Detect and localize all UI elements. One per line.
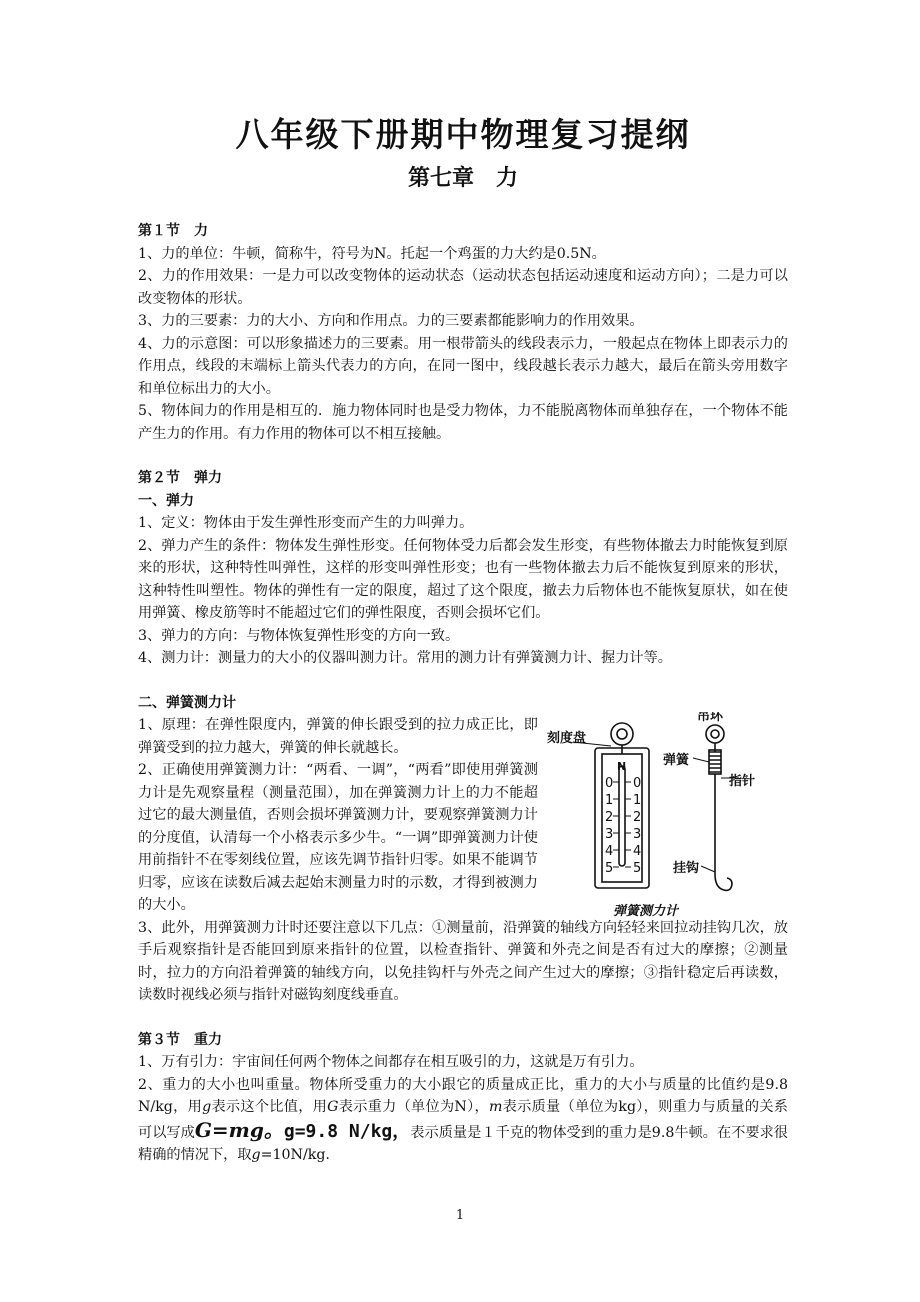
label-dial: 刻度盘 xyxy=(547,730,587,746)
sec2-item-1: 1、定义：物体由于发生弹性形变而产生的力叫弹力。 xyxy=(138,515,474,531)
svg-text:5: 5 xyxy=(633,860,642,876)
sec3-item-1: 1、万有引力：宇宙间任何两个物体之间都存在相互吸引的力，这就是万有引力。 xyxy=(138,1054,644,1070)
label-ring: 吊环 xyxy=(697,711,724,724)
document-title: 八年级下册期中物理复习提纲 xyxy=(235,115,691,154)
svg-text:0: 0 xyxy=(633,775,642,791)
sec2-item-2: 2、弹力产生的条件：物体发生弹性形变。任何物体受力后都会发生形变，有些物体撤去力时能恢复到原来的形状，这种特性叫弹性，这样的形变叫弹性形变；也有一些物体撤去力后不能恢复到原来的形状，这种特性叫塑性。物体的弹性有一定的限度，超过了这个限度，撤去力后物体也不能恢复原状，如在使用弹簧、橡皮筋等时不能超过它们的弹性限度，否则会损坏它们。 xyxy=(138,537,788,621)
sec2-item-3: 3、弹力的方向：与物体恢复弹性形变的方向一致。 xyxy=(138,627,460,644)
section-2-heading: 第２节 弹力 xyxy=(138,470,222,486)
subsection-elastic-force: 一、弹力 xyxy=(138,492,194,509)
sec1-item-4: 4、力的示意图：可以形象描述力的三要素。用一根带箭头的线段表示力，一般起点在物体上即表示力的作用点，线段的末端标上箭头代表力的方向，在同一图中，线段越长表示力越大，最后在箭头旁用数字和单位标出力的大小。 xyxy=(138,335,788,397)
label-hook: 挂钩 xyxy=(673,860,700,876)
svg-text:5: 5 xyxy=(605,860,614,876)
g-value: g=9.8 N/kg， xyxy=(283,1120,411,1142)
subsection-spring-scale: 二、弹簧测力计 xyxy=(138,694,236,711)
chapter-heading: 第七章 力 xyxy=(407,166,518,191)
spring-item-3: 3、此外，用弹簧测力计时还要注意以下几点：①测量前，沿弹簧的轴线方向轻轻来回拉动挂钩几次，放手后观察指针是否能回到原来指针的位置，以检查指针、弹簧和外壳之间是否有过大的摩擦；②测量时，拉力的方向沿着弹簧的轴线方向，以免挂钩杆与外壳之间产生过大的摩擦；③指针稳定后再读数，读数时视线必须与指针对磁钩刻度线垂直。 xyxy=(138,919,788,1003)
sec2-item-4: 4、测力计：测量力的大小的仪器叫测力计。常用的测力计有弹簧测力计、握力计等。 xyxy=(138,650,672,666)
sec1-item-3: 3、力的三要素：力的大小、方向和作用点。力的三要素都能影响力的作用效果。 xyxy=(138,313,644,329)
spring-item-2: 2、正确使用弹簧测力计：“两看、一调”，“两看”即使用弹簧测力计是先观察量程（测量范围），加在弹簧测力计上的力不能超过它的最大测量值，否则会损坏弹簧测力计，要观察弹簧测力计的分度值，认清每一个小格表示多少牛。“一调”即弹簧测力计使用前指针不在零刻线位置，应该先调节指针归零。如果不能调节归零，应该在读数后减去起始末测量力时的示数，才得到被测力的大小。 xyxy=(138,762,538,913)
spring-scale-figure xyxy=(543,712,763,922)
svg-text:3: 3 xyxy=(633,826,642,842)
svg-text:2: 2 xyxy=(633,809,642,825)
section-3-heading: 第３节 重力 xyxy=(138,1031,222,1048)
gravity-formula: G=mg。 xyxy=(194,1117,284,1142)
label-spring: 弹簧 xyxy=(663,752,690,768)
svg-text:4: 4 xyxy=(605,843,614,859)
spring-scale-illustration xyxy=(543,712,763,922)
page-number: 1 xyxy=(455,1208,465,1223)
sec1-item-2: 2、力的作用效果：一是力可以改变物体的运动状态（运动状态包括运动速度和运动方向）；二是力可以改变物体的形状。 xyxy=(138,268,788,307)
svg-text:0: 0 xyxy=(605,775,614,791)
svg-text:4: 4 xyxy=(633,843,642,859)
section-1-heading: 第１节 力 xyxy=(138,223,208,239)
spring-item-1: 1、原理：在弹性限度内，弹簧的伸长跟受到的拉力成正比，即弹簧受到的拉力越大，弹簧的伸长就越长。 xyxy=(138,717,538,756)
unit-label: N xyxy=(617,759,627,773)
sec1-item-1: 1、力的单位：牛顿，简称牛，符号为N。托起一个鸡蛋的力大约是0.5N。 xyxy=(138,245,606,262)
svg-text:2: 2 xyxy=(605,809,614,825)
svg-text:1: 1 xyxy=(633,792,642,808)
sec3-item-2: 2、重力的大小也叫重量。物体所受重力的大小跟它的质量成正比，重力的大小与质量的比值约是9.8 N/kg，用g表示这个比值，用G表示重力（单位为N），m表示质量（单位为kg），则重力与质量的关系可以写成G=mg。g=9.8 N/kg，表示质量是１千克的物体受到的重力是9.8牛顿。在不要求很精确的情况下，取g=10N/kg. xyxy=(138,1076,788,1163)
page-content xyxy=(138,112,788,1167)
spring-scale-block xyxy=(138,692,788,917)
label-pointer: 指针 xyxy=(729,773,756,789)
svg-text:1: 1 xyxy=(605,792,614,808)
svg-text:3: 3 xyxy=(605,826,614,842)
sec1-item-5: 5、物体间力的作用是相互的．施力物体同时也是受力物体，力不能脱离物体而单独存在，一个物体不能产生力的作用。有力作用的物体可以不相互接触。 xyxy=(138,403,788,442)
figure-caption: 弹簧测力计 xyxy=(613,903,679,919)
